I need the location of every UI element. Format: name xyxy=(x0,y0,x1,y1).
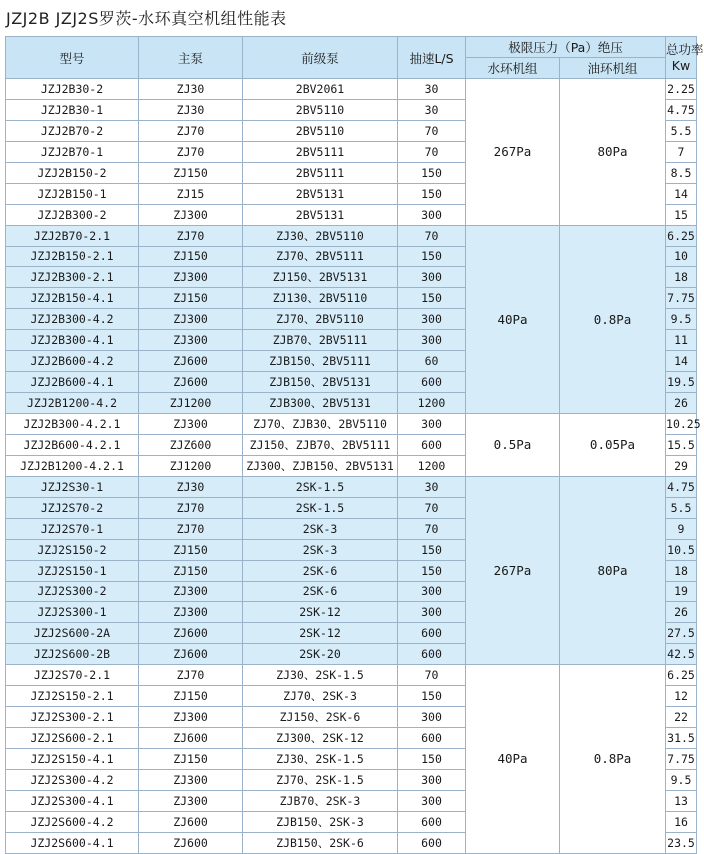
oil-ring-pressure-cell: 80Pa xyxy=(560,79,666,226)
model-cell: JZJ2S150-2 xyxy=(6,539,139,560)
speed-cell: 30 xyxy=(398,99,466,120)
main-pump-cell: ZJ300 xyxy=(139,330,243,351)
total-power-cell: 8.5 xyxy=(666,162,697,183)
speed-cell: 300 xyxy=(398,414,466,435)
backing-pump-cell: 2BV5111 xyxy=(243,162,398,183)
backing-pump-cell: ZJ130、2BV5110 xyxy=(243,288,398,309)
header-ultimate-pressure: 极限压力（Pa）绝压 xyxy=(466,37,666,58)
model-cell: JZJ2B300-4.2 xyxy=(6,309,139,330)
model-cell: JZJ2S300-1 xyxy=(6,602,139,623)
speed-cell: 600 xyxy=(398,644,466,665)
header-total-power-label: 总功率 xyxy=(666,41,704,57)
model-cell: JZJ2B600-4.2 xyxy=(6,351,139,372)
speed-cell: 600 xyxy=(398,372,466,393)
header-model: 型号 xyxy=(6,37,139,79)
speed-cell: 300 xyxy=(398,581,466,602)
table-row xyxy=(6,665,697,686)
speed-cell: 150 xyxy=(398,749,466,770)
speed-cell: 150 xyxy=(398,246,466,267)
speed-cell: 30 xyxy=(398,79,466,100)
total-power-cell: 10 xyxy=(666,246,697,267)
model-cell: JZJ2S600-2A xyxy=(6,623,139,644)
backing-pump-cell: 2BV5110 xyxy=(243,120,398,141)
backing-pump-cell: ZJ30、2SK-1.5 xyxy=(243,665,398,686)
backing-pump-cell: 2BV5131 xyxy=(243,183,398,204)
main-pump-cell: ZJ300 xyxy=(139,414,243,435)
speed-cell: 300 xyxy=(398,330,466,351)
total-power-cell: 5.5 xyxy=(666,120,697,141)
speed-cell: 70 xyxy=(398,120,466,141)
main-pump-cell: ZJ600 xyxy=(139,644,243,665)
speed-cell: 300 xyxy=(398,309,466,330)
table-row xyxy=(6,476,697,497)
total-power-cell: 27.5 xyxy=(666,623,697,644)
oil-ring-pressure-cell: 0.8Pa xyxy=(560,225,666,413)
model-cell: JZJ2S300-2 xyxy=(6,581,139,602)
total-power-cell: 9 xyxy=(666,518,697,539)
total-power-cell: 2.25 xyxy=(666,79,697,100)
model-cell: JZJ2B70-2 xyxy=(6,120,139,141)
model-cell: JZJ2B1200-4.2 xyxy=(6,393,139,414)
main-pump-cell: ZJ150 xyxy=(139,560,243,581)
main-pump-cell: ZJ30 xyxy=(139,476,243,497)
main-pump-cell: ZJ1200 xyxy=(139,455,243,476)
header-backing-pump: 前级泵 xyxy=(243,37,398,79)
model-cell: JZJ2B1200-4.2.1 xyxy=(6,455,139,476)
header-main-pump: 主泵 xyxy=(139,37,243,79)
speed-cell: 300 xyxy=(398,267,466,288)
backing-pump-cell: ZJ30、2BV5110 xyxy=(243,225,398,246)
backing-pump-cell: 2SK-12 xyxy=(243,623,398,644)
backing-pump-cell: 2SK-3 xyxy=(243,518,398,539)
main-pump-cell: ZJ70 xyxy=(139,665,243,686)
main-pump-cell: ZJ70 xyxy=(139,120,243,141)
oil-ring-pressure-cell: 80Pa xyxy=(560,476,666,664)
main-pump-cell: ZJ150 xyxy=(139,162,243,183)
backing-pump-cell: ZJ150、2SK-6 xyxy=(243,707,398,728)
model-cell: JZJ2B300-2.1 xyxy=(6,267,139,288)
backing-pump-cell: ZJ70、ZJB30、2BV5110 xyxy=(243,414,398,435)
table-body xyxy=(6,79,701,854)
table-row xyxy=(6,79,697,100)
total-power-cell: 16 xyxy=(666,811,697,832)
total-power-cell: 5.5 xyxy=(666,497,697,518)
main-pump-cell: ZJ70 xyxy=(139,225,243,246)
model-cell: JZJ2S150-1 xyxy=(6,560,139,581)
main-pump-cell: ZJ300 xyxy=(139,707,243,728)
total-power-cell: 13 xyxy=(666,790,697,811)
backing-pump-cell: ZJ150、2BV5131 xyxy=(243,267,398,288)
total-power-cell: 15.5 xyxy=(666,434,697,455)
main-pump-cell: ZJ600 xyxy=(139,623,243,644)
model-cell: JZJ2B300-4.2.1 xyxy=(6,414,139,435)
model-cell: JZJ2B70-1 xyxy=(6,141,139,162)
main-pump-cell: ZJ600 xyxy=(139,832,243,853)
backing-pump-cell: ZJB300、2BV5131 xyxy=(243,393,398,414)
backing-pump-cell: 2SK-12 xyxy=(243,602,398,623)
table-row xyxy=(6,225,697,246)
water-ring-pressure-cell: 0.5Pa xyxy=(466,414,560,477)
header-power-unit: Kw xyxy=(671,57,691,73)
model-cell: JZJ2S30-1 xyxy=(6,476,139,497)
table-row xyxy=(6,414,697,435)
water-ring-pressure-cell: 40Pa xyxy=(466,225,560,413)
total-power-cell: 22 xyxy=(666,707,697,728)
model-cell: JZJ2S70-2 xyxy=(6,497,139,518)
backing-pump-cell: ZJ300、ZJB150、2BV5131 xyxy=(243,455,398,476)
speed-cell: 150 xyxy=(398,686,466,707)
table-header xyxy=(6,37,704,79)
water-ring-pressure-cell: 267Pa xyxy=(466,476,560,664)
model-cell: JZJ2B30-2 xyxy=(6,79,139,100)
speed-cell: 70 xyxy=(398,497,466,518)
model-cell: JZJ2S300-4.1 xyxy=(6,790,139,811)
main-pump-cell: ZJ300 xyxy=(139,602,243,623)
speed-cell: 70 xyxy=(398,518,466,539)
total-power-cell: 14 xyxy=(666,351,697,372)
main-pump-cell: ZJ30 xyxy=(139,99,243,120)
total-power-cell: 29 xyxy=(666,455,697,476)
backing-pump-cell: 2SK-1.5 xyxy=(243,476,398,497)
model-cell: JZJ2B600-4.1 xyxy=(6,372,139,393)
main-pump-cell: ZJ30 xyxy=(139,79,243,100)
speed-cell: 600 xyxy=(398,728,466,749)
main-pump-cell: ZJ600 xyxy=(139,811,243,832)
backing-pump-cell: 2SK-20 xyxy=(243,644,398,665)
water-ring-pressure-cell: 267Pa xyxy=(466,79,560,226)
backing-pump-cell: 2SK-1.5 xyxy=(243,497,398,518)
main-pump-cell: ZJ600 xyxy=(139,351,243,372)
model-cell: JZJ2B70-2.1 xyxy=(6,225,139,246)
total-power-cell: 26 xyxy=(666,393,697,414)
total-power-cell: 11 xyxy=(666,330,697,351)
header-total-power xyxy=(666,37,704,79)
main-pump-cell: ZJZ600 xyxy=(139,434,243,455)
model-cell: JZJ2B150-2.1 xyxy=(6,246,139,267)
total-power-cell: 6.25 xyxy=(666,665,697,686)
speed-cell: 1200 xyxy=(398,455,466,476)
backing-pump-cell: ZJB70、2SK-3 xyxy=(243,790,398,811)
water-ring-pressure-cell: 40Pa xyxy=(466,665,560,853)
total-power-cell: 12 xyxy=(666,686,697,707)
main-pump-cell: ZJ150 xyxy=(139,749,243,770)
speed-cell: 300 xyxy=(398,790,466,811)
speed-cell: 70 xyxy=(398,141,466,162)
main-pump-cell: ZJ70 xyxy=(139,141,243,162)
speed-cell: 600 xyxy=(398,623,466,644)
main-pump-cell: ZJ600 xyxy=(139,372,243,393)
main-pump-cell: ZJ150 xyxy=(139,288,243,309)
backing-pump-cell: ZJB70、2BV5111 xyxy=(243,330,398,351)
backing-pump-cell: ZJB150、2BV5131 xyxy=(243,372,398,393)
model-cell: JZJ2B300-2 xyxy=(6,204,139,225)
speed-cell: 150 xyxy=(398,162,466,183)
speed-cell: 300 xyxy=(398,204,466,225)
speed-cell: 300 xyxy=(398,769,466,790)
backing-pump-cell: 2BV5131 xyxy=(243,204,398,225)
oil-ring-pressure-cell: 0.8Pa xyxy=(560,665,666,853)
backing-pump-cell: 2BV2061 xyxy=(243,79,398,100)
backing-pump-cell: ZJ70、2BV5110 xyxy=(243,309,398,330)
oil-ring-pressure-cell: 0.05Pa xyxy=(560,414,666,477)
total-power-cell: 18 xyxy=(666,560,697,581)
total-power-cell: 18 xyxy=(666,267,697,288)
main-pump-cell: ZJ70 xyxy=(139,497,243,518)
model-cell: JZJ2B150-2 xyxy=(6,162,139,183)
total-power-cell: 31.5 xyxy=(666,728,697,749)
header-water-ring: 水环机组 xyxy=(466,58,560,79)
model-cell: JZJ2B600-4.2.1 xyxy=(6,434,139,455)
total-power-cell: 7 xyxy=(666,141,697,162)
backing-pump-cell: ZJB150、2SK-3 xyxy=(243,811,398,832)
speed-cell: 600 xyxy=(398,832,466,853)
model-cell: JZJ2B30-1 xyxy=(6,99,139,120)
header-speed: 抽速L/S xyxy=(398,37,466,79)
backing-pump-cell: ZJ70、2SK-3 xyxy=(243,686,398,707)
backing-pump-cell: 2SK-6 xyxy=(243,581,398,602)
header-oil-ring: 油环机组 xyxy=(560,58,666,79)
main-pump-cell: ZJ300 xyxy=(139,581,243,602)
total-power-cell: 42.5 xyxy=(666,644,697,665)
total-power-cell: 15 xyxy=(666,204,697,225)
model-cell: JZJ2S600-2B xyxy=(6,644,139,665)
backing-pump-cell: 2BV5110 xyxy=(243,99,398,120)
total-power-cell: 19 xyxy=(666,581,697,602)
model-cell: JZJ2S150-2.1 xyxy=(6,686,139,707)
speed-cell: 70 xyxy=(398,665,466,686)
speed-cell: 60 xyxy=(398,351,466,372)
main-pump-cell: ZJ150 xyxy=(139,686,243,707)
backing-pump-cell: 2BV5111 xyxy=(243,141,398,162)
model-cell: JZJ2S70-1 xyxy=(6,518,139,539)
backing-pump-cell: ZJB150、2SK-6 xyxy=(243,832,398,853)
main-pump-cell: ZJ70 xyxy=(139,518,243,539)
main-pump-cell: ZJ300 xyxy=(139,267,243,288)
main-pump-cell: ZJ150 xyxy=(139,539,243,560)
speed-cell: 30 xyxy=(398,476,466,497)
speed-cell: 150 xyxy=(398,539,466,560)
model-cell: JZJ2B150-4.1 xyxy=(6,288,139,309)
total-power-cell: 14 xyxy=(666,183,697,204)
total-power-cell: 9.5 xyxy=(666,769,697,790)
speed-cell: 300 xyxy=(398,602,466,623)
main-pump-cell: ZJ1200 xyxy=(139,393,243,414)
total-power-cell: 26 xyxy=(666,602,697,623)
total-power-cell: 7.75 xyxy=(666,288,697,309)
main-pump-cell: ZJ300 xyxy=(139,790,243,811)
model-cell: JZJ2B300-4.1 xyxy=(6,330,139,351)
total-power-cell: 7.75 xyxy=(666,749,697,770)
speed-cell: 600 xyxy=(398,811,466,832)
total-power-cell: 23.5 xyxy=(666,832,697,853)
speed-cell: 150 xyxy=(398,288,466,309)
main-pump-cell: ZJ300 xyxy=(139,309,243,330)
speed-cell: 300 xyxy=(398,707,466,728)
backing-pump-cell: 2SK-6 xyxy=(243,560,398,581)
model-cell: JZJ2S300-2.1 xyxy=(6,707,139,728)
backing-pump-cell: ZJB150、2BV5111 xyxy=(243,351,398,372)
speed-cell: 150 xyxy=(398,560,466,581)
total-power-cell: 19.5 xyxy=(666,372,697,393)
total-power-cell: 9.5 xyxy=(666,309,697,330)
backing-pump-cell: ZJ300、2SK-12 xyxy=(243,728,398,749)
model-cell: JZJ2B150-1 xyxy=(6,183,139,204)
main-pump-cell: ZJ300 xyxy=(139,204,243,225)
backing-pump-cell: 2SK-3 xyxy=(243,539,398,560)
backing-pump-cell: ZJ30、2SK-1.5 xyxy=(243,749,398,770)
backing-pump-cell: ZJ150、ZJB70、2BV5111 xyxy=(243,434,398,455)
page-title: JZJ2B JZJ2S罗茨-水环真空机组性能表 xyxy=(6,9,287,28)
main-pump-cell: ZJ300 xyxy=(139,769,243,790)
model-cell: JZJ2S70-2.1 xyxy=(6,665,139,686)
model-cell: JZJ2S150-4.1 xyxy=(6,749,139,770)
main-pump-cell: ZJ600 xyxy=(139,728,243,749)
model-cell: JZJ2S600-4.2 xyxy=(6,811,139,832)
total-power-cell: 6.25 xyxy=(666,225,697,246)
backing-pump-cell: ZJ70、2BV5111 xyxy=(243,246,398,267)
total-power-cell: 4.75 xyxy=(666,99,697,120)
total-power-cell: 10.25 xyxy=(666,414,697,435)
speed-cell: 150 xyxy=(398,183,466,204)
backing-pump-cell: ZJ70、2SK-1.5 xyxy=(243,769,398,790)
model-cell: JZJ2S600-2.1 xyxy=(6,728,139,749)
speed-cell: 1200 xyxy=(398,393,466,414)
model-cell: JZJ2S300-4.2 xyxy=(6,769,139,790)
total-power-cell: 10.5 xyxy=(666,539,697,560)
speed-cell: 70 xyxy=(398,225,466,246)
performance-table xyxy=(5,36,704,854)
speed-cell: 600 xyxy=(398,434,466,455)
main-pump-cell: ZJ150 xyxy=(139,246,243,267)
main-pump-cell: ZJ15 xyxy=(139,183,243,204)
model-cell: JZJ2S600-4.1 xyxy=(6,832,139,853)
total-power-cell: 4.75 xyxy=(666,476,697,497)
